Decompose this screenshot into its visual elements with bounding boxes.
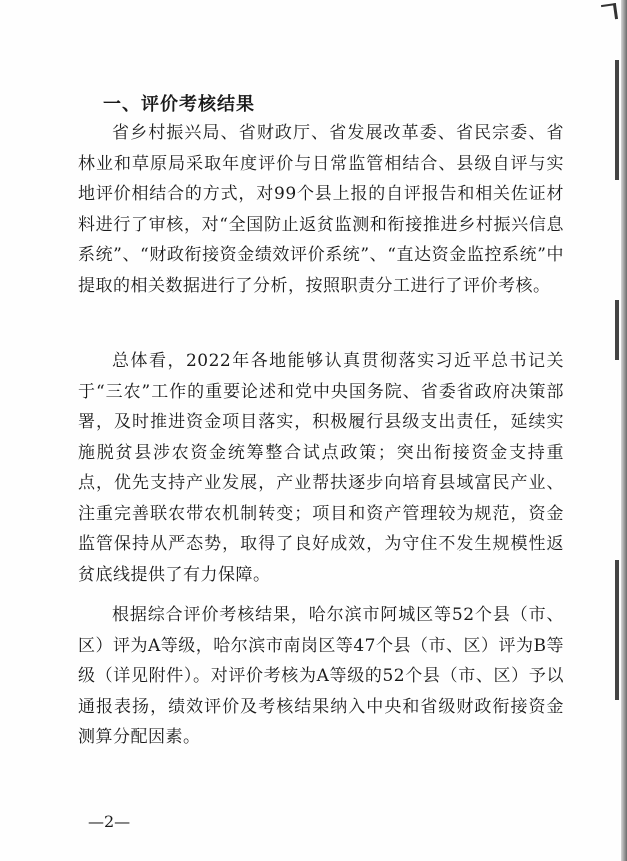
scan-edge-mark xyxy=(615,300,619,360)
scan-edge-mark xyxy=(615,560,619,700)
scan-edge-mark xyxy=(615,60,619,180)
paragraph-evaluation-method: 省乡村振兴局、省财政厅、省发展改革委、省民宗委、省林业和草原局采取年度评价与日常监管相结合、县级自评与实地评价相结合的方式，对99个县上报的自评报告和相关佐证材料进行了审核，对“全国防止返贫监测和衔接推进乡村振兴信息系统”、“财政衔接资金绩效评价系统”、“直达资金监控系统”中提取的相关数据进行了分析，按照职责分工进行了评价考核。 xyxy=(78,123,564,296)
scan-corner-mark xyxy=(601,3,618,21)
page-number: —2— xyxy=(88,812,131,831)
paragraph-overall-summary: 总体看，2022年各地能够认真贯彻落实习近平总书记关于“三农”工作的重要论述和党中央国务院、省委省政府决策部署，及时推进资金项目落实，积极履行县级支出责任，延续实施脱贫县涉农资金统筹整合试点政策；突出衔接资金支持重点，优先支持产业发展，产业帮扶逐步向培育县域富民产业、注重完善联农带农机制转变；项目和资产管理较为规范，资金监管保持从严态势，取得了良好成效，为守住不发生规模性返贫底线提供了有力保障。 xyxy=(78,351,564,585)
scan-edge-shadow xyxy=(621,0,627,861)
paragraph-results: 根据综合评价考核结果，哈尔滨市阿城区等52个县（市、区）评为A等级，哈尔滨市南岗区等47个县（市、区）评为B等级（详见附件）。对评价考核为A等级的52个县（市、区）予以通报表扬，绩效评价及考核结果纳入中央和省级财政衔接资金测算分配因素。 xyxy=(78,605,564,747)
section-heading: 一、评价考核结果 xyxy=(103,94,255,115)
